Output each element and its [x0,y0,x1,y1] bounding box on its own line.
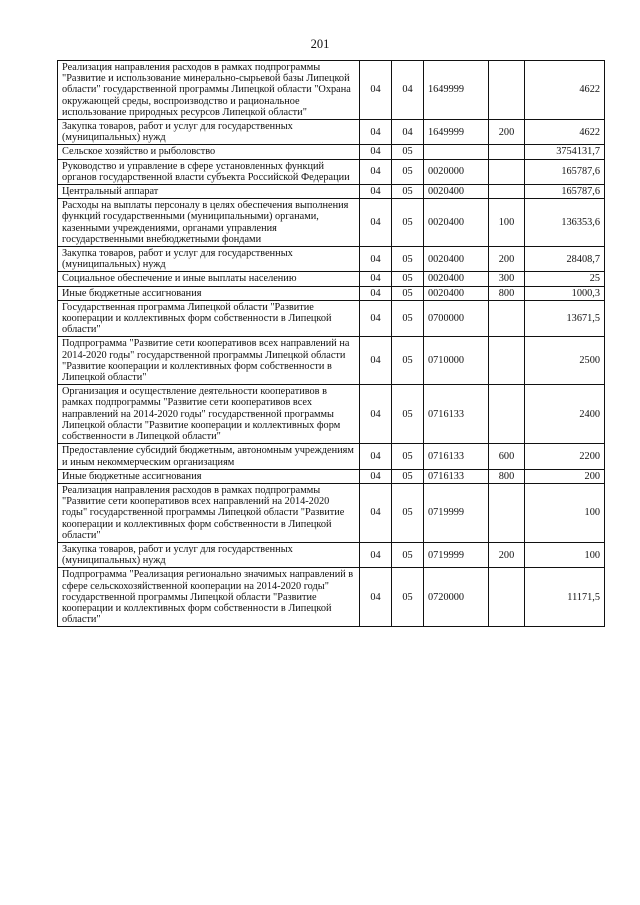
row-section-cell: 04 [360,385,392,444]
row-section-cell: 04 [360,469,392,483]
row-sum-cell: 4622 [525,61,605,120]
row-subsection-cell: 05 [392,337,424,385]
table-row [58,483,605,542]
row-subsection-cell: 05 [392,483,424,542]
row-section-cell: 04 [360,444,392,469]
row-section-cell: 04 [360,568,392,627]
row-expense-type-cell: 600 [489,444,525,469]
row-expense-type-cell: 100 [489,199,525,247]
row-target-article-cell [424,145,489,159]
row-section-cell: 04 [360,199,392,247]
table-row [58,185,605,199]
row-subsection-cell: 05 [392,542,424,567]
row-subsection-cell: 04 [392,120,424,145]
row-target-article-cell: 0716133 [424,469,489,483]
row-subsection-cell: 05 [392,385,424,444]
row-target-article-cell: 0020400 [424,199,489,247]
row-subsection-cell: 05 [392,469,424,483]
budget-table-body [58,61,605,627]
row-expense-type-cell [489,300,525,337]
row-sum-cell: 11171,5 [525,568,605,627]
row-name-cell: Социальное обеспечение и иные выплаты населению [58,272,360,286]
row-name-cell: Сельское хозяйство и рыболовство [58,145,360,159]
row-sum-cell: 2400 [525,385,605,444]
row-sum-cell: 2200 [525,444,605,469]
row-subsection-cell: 05 [392,444,424,469]
row-expense-type-cell [489,337,525,385]
row-target-article-cell: 0020400 [424,272,489,286]
row-sum-cell: 1000,3 [525,286,605,300]
row-name-cell: Государственная программа Липецкой области "Развитие кооперации и коллективных форм собственности в Липецкой области" [58,300,360,337]
row-name-cell: Руководство и управление в сфере установленных функций органов государственной власти субъекта Российской Федерации [58,159,360,184]
row-target-article-cell: 0716133 [424,385,489,444]
row-expense-type-cell: 800 [489,286,525,300]
row-subsection-cell: 05 [392,185,424,199]
table-row [58,385,605,444]
row-name-cell: Закупка товаров, работ и услуг для государственных (муниципальных) нужд [58,542,360,567]
row-section-cell: 04 [360,337,392,385]
row-name-cell: Организация и осуществление деятельности кооперативов в рамках подпрограммы "Развитие сети кооперативов всех направлений на 2014-2020 годы" государственной программы Липецкой области "Развитие кооперации и коллективных форм собственности в Липецкой области" [58,385,360,444]
row-sum-cell: 28408,7 [525,247,605,272]
row-sum-cell: 100 [525,483,605,542]
row-expense-type-cell: 300 [489,272,525,286]
row-subsection-cell: 05 [392,568,424,627]
table-row [58,159,605,184]
row-sum-cell: 200 [525,469,605,483]
row-sum-cell: 13671,5 [525,300,605,337]
row-expense-type-cell [489,61,525,120]
row-section-cell: 04 [360,120,392,145]
row-section-cell: 04 [360,483,392,542]
row-sum-cell: 100 [525,542,605,567]
table-row [58,145,605,159]
row-sum-cell: 136353,6 [525,199,605,247]
row-target-article-cell: 0700000 [424,300,489,337]
table-row [58,120,605,145]
row-section-cell: 04 [360,185,392,199]
row-expense-type-cell [489,145,525,159]
row-target-article-cell: 0020000 [424,159,489,184]
row-section-cell: 04 [360,159,392,184]
row-name-cell: Расходы на выплаты персоналу в целях обеспечения выполнения функций государственными (муниципальными) органами, казенными учреждениями, органами управления государственными внебюджетными фондами [58,199,360,247]
row-name-cell: Предоставление субсидий бюджетным, автономным учреждениям и иным некоммерческим организациям [58,444,360,469]
row-name-cell: Подпрограмма "Реализация регионально значимых направлений в сфере сельскохозяйственной кооперации на 2014-2020 годы" государственной программы Липецкой области "Развитие кооперации и коллективных форм собственности в Липецкой области" [58,568,360,627]
row-subsection-cell: 05 [392,145,424,159]
row-target-article-cell: 0020400 [424,185,489,199]
row-target-article-cell: 0716133 [424,444,489,469]
row-target-article-cell: 0719999 [424,542,489,567]
table-row [58,444,605,469]
row-sum-cell: 4622 [525,120,605,145]
table-row [58,568,605,627]
row-name-cell: Иные бюджетные ассигнования [58,469,360,483]
row-target-article-cell: 1649999 [424,61,489,120]
row-target-article-cell: 1649999 [424,120,489,145]
table-row [58,300,605,337]
row-name-cell: Иные бюджетные ассигнования [58,286,360,300]
table-row [58,61,605,120]
row-expense-type-cell [489,568,525,627]
row-expense-type-cell: 200 [489,247,525,272]
table-row [58,286,605,300]
row-target-article-cell: 0720000 [424,568,489,627]
row-subsection-cell: 05 [392,247,424,272]
row-target-article-cell: 0719999 [424,483,489,542]
row-sum-cell: 3754131,7 [525,145,605,159]
table-row [58,542,605,567]
row-subsection-cell: 05 [392,199,424,247]
row-section-cell: 04 [360,300,392,337]
table-row [58,469,605,483]
row-subsection-cell: 04 [392,61,424,120]
row-expense-type-cell [489,159,525,184]
row-name-cell: Центральный аппарат [58,185,360,199]
table-row [58,272,605,286]
row-expense-type-cell [489,185,525,199]
table-row [58,337,605,385]
row-subsection-cell: 05 [392,300,424,337]
row-expense-type-cell [489,483,525,542]
row-section-cell: 04 [360,272,392,286]
row-expense-type-cell: 800 [489,469,525,483]
row-sum-cell: 165787,6 [525,185,605,199]
row-name-cell: Закупка товаров, работ и услуг для государственных (муниципальных) нужд [58,247,360,272]
row-subsection-cell: 05 [392,286,424,300]
row-sum-cell: 2500 [525,337,605,385]
row-target-article-cell: 0020400 [424,286,489,300]
page-number: 201 [310,37,330,51]
row-expense-type-cell: 200 [489,120,525,145]
row-expense-type-cell: 200 [489,542,525,567]
row-target-article-cell: 0710000 [424,337,489,385]
row-sum-cell: 165787,6 [525,159,605,184]
row-name-cell: Подпрограмма "Развитие сети кооперативов всех направлений на 2014-2020 годы" государственной программы Липецкой области "Развитие кооперации и коллективных форм собственности в Липецкой области" [58,337,360,385]
row-section-cell: 04 [360,61,392,120]
row-section-cell: 04 [360,286,392,300]
table-row [58,199,605,247]
budget-table [57,60,605,627]
row-sum-cell: 25 [525,272,605,286]
row-section-cell: 04 [360,542,392,567]
row-target-article-cell: 0020400 [424,247,489,272]
row-expense-type-cell [489,385,525,444]
row-subsection-cell: 05 [392,272,424,286]
row-name-cell: Закупка товаров, работ и услуг для государственных (муниципальных) нужд [58,120,360,145]
table-row [58,247,605,272]
row-section-cell: 04 [360,145,392,159]
row-name-cell: Реализация направления расходов в рамках подпрограммы "Развитие сети кооперативов всех направлений на 2014-2020 годы" государственной программы Липецкой области "Развитие кооперации и коллективных форм собственности в Липецкой области" [58,483,360,542]
row-section-cell: 04 [360,247,392,272]
row-name-cell: Реализация направления расходов в рамках подпрограммы "Развитие и использование минерально-сырьевой базы Липецкой области" государственной программы Липецкой области "Охрана окружающей среды, воспроизводство и рациональное использование природных ресурсов Липецкой области" [58,61,360,120]
row-subsection-cell: 05 [392,159,424,184]
